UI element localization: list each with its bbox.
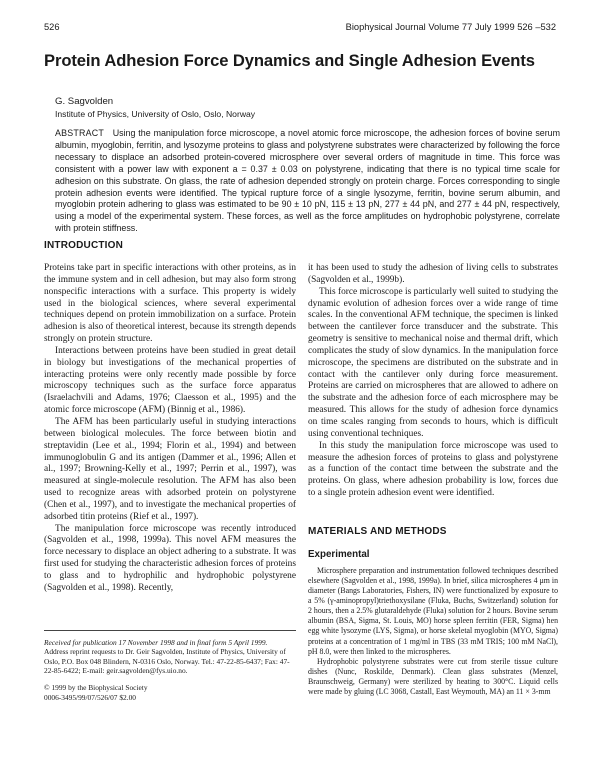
abstract-label: ABSTRACT: [55, 128, 104, 138]
experimental-subheading: Experimental: [308, 548, 370, 560]
abstract: [55, 128, 560, 235]
methods-heading: MATERIALS AND METHODS: [308, 525, 447, 537]
copyright-line: © 1999 by the Biophysical Society: [44, 683, 148, 692]
introduction-heading: INTRODUCTION: [44, 240, 124, 251]
intro-paragraph-1: Proteins take part in specific interactions with other proteins, as in the immune system and in cell adhesion, but may also form strong nonspecific interactions with a surface. This property is widely used in the biological sciences, where several experimental techniques depend on protein immobilization on a surface. Protein adhesion is also of theoretical interest, because its strength depends strongly on protein structure.: [44, 263, 296, 345]
received-note: Received for publication 17 November 1998 and in final form 5 April 1999.: [44, 637, 268, 647]
methods-paragraph-1: Microsphere preparation and instrumentation followed techniques described elsewhere (Sagvolden et al., 1998, 1999a). In brief, silica microspheres 4 μm in diameter (Bangs Laboratories, Fishers, IN) were functionalized by exposure to a 5% (γ-aminopropyl)triethoxysilane (Fluka, Buchs, Switzerland) solution for 2 hours, then a 2.5% glutaraldehyde (Fluka) solution for 2 hours. Bovine serum albumin (BSA, Sigma, St. Louis, MO) horse spleen ferritin (FER, Sigma) hen egg white lysozyme (LYS, Sigma), or horse skeletal myoglobin (MYO, Sigma) proteins at a concentration of 1 mg/ml in TBS (33 mM TRIS; 100 mM NaCl), pH 8.0, were then linked to the microspheres.: [308, 565, 558, 656]
page-number: 526: [44, 22, 60, 32]
methods-paragraph-2: Hydrophobic polystyrene substrates were cut from sterile tissue culture dishes (Nunc, Roskilde, Denmark). Clean glass substrates (Menzel, Braunschweig, Germany) were sterilized by heating to 300°C. Liquid cells were made by gluing (LC 3068, Castall, East Weymouth, MA) an 11 × 3-mm: [308, 656, 558, 696]
article-title: Protein Adhesion Force Dynamics and Single Adhesion Events: [44, 51, 535, 70]
intro-paragraph-6: In this study the manipulation force microscope was used to measure the adhesion forces of proteins to glass and polystyrene as a function of the contact time between the substrate and the proteins. On glass, where adhesion probability is low, forces due to a single protein adhesion event were identified.: [308, 440, 558, 499]
intro-paragraph-3: The AFM has been particularly useful in studying interactions between biological molecules. The force between biotin and streptavidin (Lee et al., 1994; Florin et al., 1994) and between immunoglobulin G and its antigen (Dammer et al., 1996; Allen et al., 1997; Browning-Kelly et al., 1997; Perrin et al., 1997), was measured at single-molecule resolution. The AFM has also been used to recognize areas with adsorbed protein on polystyrene (Chen et al., 1997), and to investigate the mechanical properties of adsorbed titin proteins (Rief et al., 1997).: [44, 416, 296, 522]
footnote-block: [44, 630, 296, 703]
article-code: 0006-3495/99/07/526/07 $2.00: [44, 692, 136, 702]
reprint-address: Address reprint requests to Dr. Geir Sagvolden, Institute of Physics, University of Oslo, P.O. Box 048 Blindern, N-0316 Oslo, Norway. Tel.: 47-22-85-6437; Fax: 47-22-85-6422; E-mail: geir.sagvolden@fys.uio.no.: [44, 647, 290, 676]
intro-paragraph-2: Interactions between proteins have been studied in great detail in biology but investigations of the mechanical properties of interacting proteins were only recently made possible by force microscopy techniques such as the surface force apparatus (Israelachvili and Adams, 1976; Claesson et al., 1995) and the atomic force microscope (AFM) (Binnig et al., 1986).: [44, 345, 296, 416]
running-header: [44, 22, 556, 36]
left-column: [44, 240, 296, 702]
footnote-divider: [44, 630, 296, 631]
journal-citation: Biophysical Journal Volume 77 July 1999 526 –532: [345, 22, 556, 32]
intro-continuation: it has been used to study the adhesion of living cells to substrates (Sagvolden et al., 1999b).: [308, 263, 558, 285]
intro-paragraph-5: This force microscope is particularly well suited to studying the dynamic evolution of adhesion forces over a wide range of time scales. In the conventional AFM technique, the specimen is linked between the cantilever force transducer and the substrate. This geometry is sensitive to mechanical noise and thermal drift, which complicates the study of slow dynamics. In the manipulation force microscope, the specimens are distributed on the substrate and in contact with the cantilever only during force measurement. Proteins are carried on microspheres that are allowed to adhere on the substrate and the adhesion force of each microsphere may be measured. This allows for the study of adhesion force dynamics on time scales ranging from seconds to hours, which is difficult using conventional techniques.: [308, 286, 558, 439]
author-affiliation: Institute of Physics, University of Oslo, Oslo, Norway: [55, 109, 256, 119]
author-name: G. Sagvolden: [55, 96, 114, 107]
intro-paragraph-4: The manipulation force microscope was recently introduced (Sagvolden et al., 1998, 1999a). This novel AFM measures the force necessary to displace an object adhering to a substrate. It was first used for studying the characteristic adhesion forces of proteins to glass and to hydrophilic and hydrophobic polystyrene (Sagvolden et al., 1998). Recently,: [44, 523, 296, 593]
right-column: [308, 263, 558, 697]
abstract-text: Using the manipulation force microscope, a novel atomic force microscope, the adhesion forces of bovine serum albumin, myoglobin, ferritin, and lysozyme proteins to glass and polystyrene substrates were characterized by following the force necessary to displace an adsorbed protein-covered microsphere over several orders of magnitude in time. This force was consistent with a power law with exponent a = 0.37 ± 0.03 on polystyrene, indicating that there is no typical time scale for adhesion on this substrate. On glass, the rate of adhesion depended strongly on protein charge. Forces corresponding to single protein adhesion events were identified. The typical rupture force of a single lysozyme, ferritin, bovine serum albumin, and myoglobin protein adhering to glass was estimated to be 90 ± 10 pN, 115 ± 13 pN, 277 ± 44 pN, and 277 ± 44 pN, respectively, using a model of the experimental system. These forces, as well as the force amplitudes on hydrophobic polystyrene, correlate with protein stiffness.: [55, 128, 560, 234]
